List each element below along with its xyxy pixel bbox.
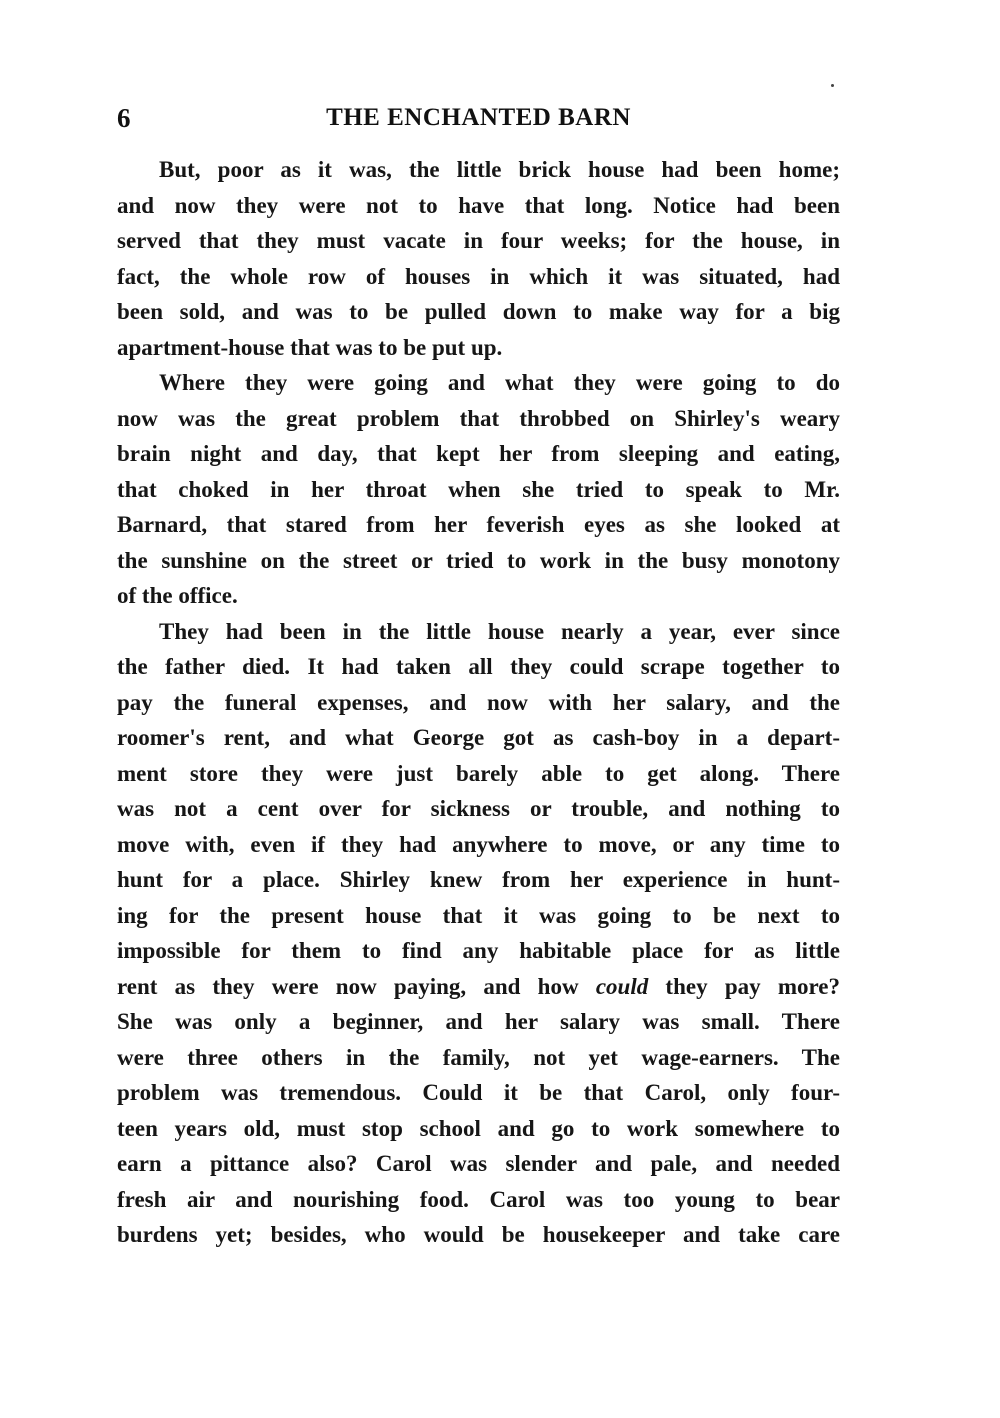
text-line: been sold, and was to be pulled down to make way for a big xyxy=(117,299,840,324)
text-line: But, poor as it was, the little brick house had been home; xyxy=(159,157,840,182)
text-line: ment store they were just barely able to get along. There xyxy=(117,760,840,786)
text-line: was not a cent over for sickness or trouble, and nothing to xyxy=(117,796,840,821)
text-line: apartment-house that was to be put up. xyxy=(117,334,503,360)
italic-emphasis: could xyxy=(595,973,649,999)
text-line: They had been in the little house nearly a year, ever since xyxy=(159,618,840,644)
text-line: were three others in the family, not yet wage-earners. The xyxy=(117,1044,840,1070)
text-line: the sunshine on the street or tried to work in the busy monotony xyxy=(117,547,840,573)
text-line: impossible for them to find any habitable place for as little xyxy=(117,938,840,963)
text-line: fact, the whole row of houses in which it was situated, had xyxy=(117,263,840,289)
text-line: pay the funeral expenses, and now with her salary, and the xyxy=(117,689,840,715)
running-title: THE ENCHANTED BARN xyxy=(326,104,631,131)
text-line xyxy=(117,969,840,1005)
page-header xyxy=(117,98,840,138)
text-line: the father died. It had taken all they could scrape together to xyxy=(117,654,840,679)
text-line: earn a pittance also? Carol was slender and pale, and needed xyxy=(117,1151,840,1176)
text-line: burdens yet; besides, who would be housekeeper and take care xyxy=(117,1222,840,1247)
text-line: brain night and day, that kept her from sleeping and eating, xyxy=(117,441,840,466)
text-line: that choked in her throat when she tried to speak to Mr. xyxy=(117,476,840,502)
text-line: of the office. xyxy=(117,583,238,608)
text-line: teen years old, must stop school and go to work somewhere to xyxy=(117,1115,840,1141)
text-line: problem was tremendous. Could it be that Carol, only four- xyxy=(117,1080,840,1105)
text-line: now was the great problem that throbbed on Shirley's weary xyxy=(117,405,840,431)
print-speck xyxy=(831,84,834,87)
text-line: fresh air and nourishing food. Carol was too young to bear xyxy=(117,1186,840,1212)
text-line: roomer's rent, and what George got as cash-boy in a depart- xyxy=(117,725,840,750)
text-segment: they pay more? xyxy=(648,973,840,999)
text-line: and now they were not to have that long. Notice had been xyxy=(117,192,840,218)
text-line: served that they must vacate in four weeks; for the house, in xyxy=(117,228,840,253)
text-line: move with, even if they had anywhere to move, or any time to xyxy=(117,831,840,857)
text-segment: rent as they were now paying, and how xyxy=(117,973,596,999)
text-line: hunt for a place. Shirley knew from her experience in hunt- xyxy=(117,867,840,892)
body-text xyxy=(117,152,840,1253)
text-line: She was only a beginner, and her salary was small. There xyxy=(117,1009,840,1034)
text-line: Barnard, that stared from her feverish eyes as she looked at xyxy=(117,512,840,537)
page-number: 6 xyxy=(117,103,131,133)
text-line: Where they were going and what they were going to do xyxy=(159,370,840,395)
text-line: ing for the present house that it was going to be next to xyxy=(117,902,840,928)
